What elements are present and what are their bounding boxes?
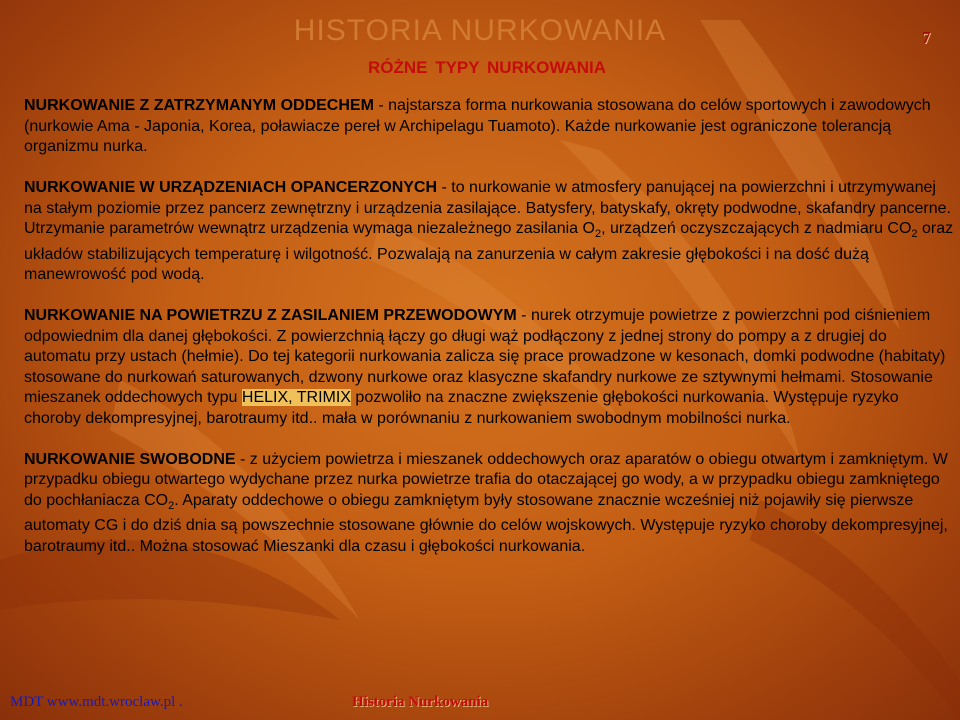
- paragraph-body: oraz układów stabilizujących temperaturę i wilgotność. Pozwalają na zanurzenia w całym zakresie głębokości i na dość dużą manewrowość pod wodą.: [24, 220, 954, 284]
- subscript: 2: [911, 228, 918, 241]
- paragraph-scuba: [24, 450, 954, 558]
- paragraph-heading: NURKOWANIE Z ZATRZYMANYM ODDECHEM: [24, 97, 374, 114]
- paragraph-surface-supplied: [24, 306, 954, 429]
- paragraph-heading: NURKOWANIE SWOBODNE: [24, 450, 236, 468]
- paragraph-body: pozwoliło na znaczne zwiększenie głębokości nurkowania. Występuje ryzyko choroby dekompresyjnej, barotraumy itd.. mała w porównaniu z nurkowaniem swobodnym mobilności nurka.: [24, 389, 899, 427]
- paragraph-breath-hold: [24, 96, 954, 158]
- footer-title: Historia Nurkowania: [352, 694, 489, 710]
- paragraph-heading: NURKOWANIE NA POWIETRZU Z ZASILANIEM PRZEWODOWYM: [24, 307, 517, 325]
- page-number: 7: [922, 28, 931, 47]
- slide-header-title: HISTORIA NURKOWANIA: [293, 14, 667, 47]
- highlighted-text: HELIX, TRIMIX: [241, 389, 351, 407]
- slide-content: [24, 96, 954, 578]
- footer-website: MDT www.mdt.wroclaw.pl .: [10, 694, 183, 710]
- slide-subtitle: RÓŻNE TYPY NURKOWANIA: [367, 58, 607, 77]
- paragraph-body: , urządzeń oczyszczających z nadmiaru CO: [601, 220, 912, 237]
- paragraph-body: . Aparaty oddechowe o obiegu zamkniętym były stosowane znacznie wcześniej niż pojawiły się pierwsze automaty CG i do dziś dnia są powszechnie stosowane głównie do celów wojskowych. Występuje ryzyko choroby dekompresyjnej, barotraumy itd.. Można stosować Mieszanki dla czasu i głębokości nurkowania.: [24, 491, 948, 555]
- paragraph-armored: [24, 178, 954, 286]
- subscript: 2: [168, 499, 175, 512]
- paragraph-heading: NURKOWANIE W URZĄDZENIACH OPANCERZONYCH: [24, 179, 438, 196]
- paragraph-body: - to nurkowanie w atmosfery panującej na powierzchni i utrzymywanej na stałym poziomie przez pancerz zewnętrzny i urządzenia zasilające. Batysfery, batyskafy, okręty podwodne, skafandry pancerne. Utrzymanie parametrów wewnątrz urządzenia wymaga niezależnego zasilania O: [24, 179, 951, 237]
- paragraph-body: - nurek otrzymuje powietrze z powierzchni pod ciśnieniem odpowiednim dla danej głębokości. Z powierzchnią łączy go długi wąż podłączony z jednej strony do pompy a z drugiej do automatu przy ustach (hełmie). Do tej kategorii nurkowania zalicza się prace prowadzone w kesonach, domki podwodne (habitaty) stosowane do nurkowań saturowanych, dzwony nurkowe oraz klasyczne skafandry nurkowe ze sztywnymi hełmami. Stosowanie mieszanek oddechowych typu: [24, 307, 946, 407]
- paragraph-body: - z użyciem powietrza i mieszanek oddechowych oraz aparatów o obiegu otwartym i zamkniętym. W przypadku obiegu otwartego wydychane przez nurka powietrze trafia do otaczającej go wody, a w przypadku obiegu zamkniętego do pochłaniacza CO: [24, 450, 948, 509]
- paragraph-body: - najstarsza forma nurkowania stosowana do celów sportowych i zawodowych (nurkowie Ama - Japonia, Korea, poławiacze pereł w Archipelagu Tuamoto). Każde nurkowanie jest ograniczone tolerancją organizmu nurka.: [24, 97, 931, 155]
- subscript: 2: [594, 228, 602, 241]
